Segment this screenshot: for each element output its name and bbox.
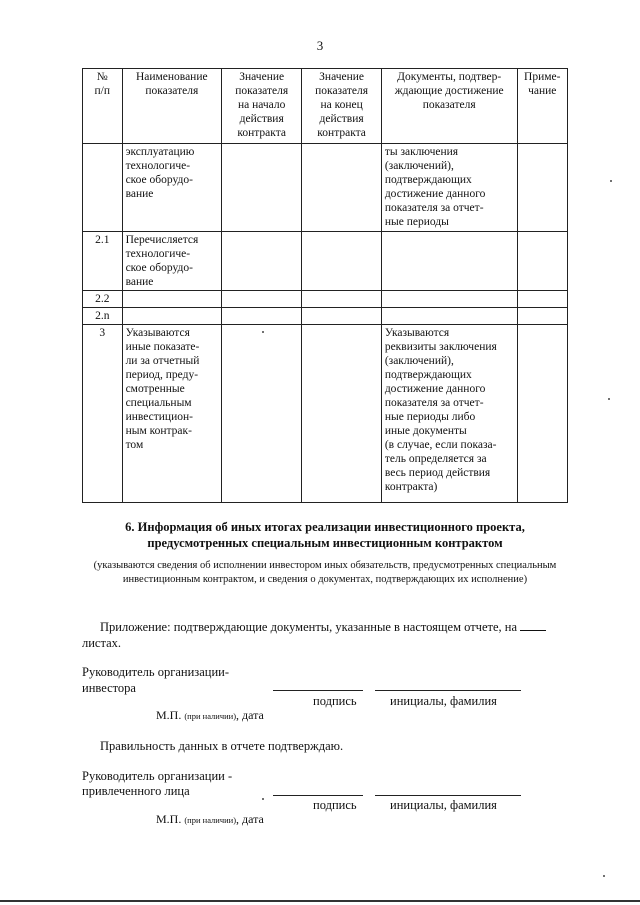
investor-stamp-prefix: М.П. (156, 708, 182, 722)
investor-signature-line (273, 690, 363, 691)
row-number: 2.1 (83, 232, 123, 291)
row-note (517, 232, 567, 291)
row-start-value (222, 308, 302, 325)
annex-text: Приложение: подтверждающие документы, указанные в настоящем отчете, на (100, 620, 518, 634)
table-row (83, 291, 568, 308)
scan-speck (608, 398, 610, 400)
row-documents (381, 291, 517, 308)
header-indicator-name: Наименование показателя (122, 69, 221, 144)
annex-suffix: листах. (82, 636, 122, 650)
confirmation-text: Правильность данных в отчете подтверждаю. (100, 739, 344, 753)
scan-bottom-edge (0, 900, 640, 902)
investor-signature-caption: подпись (313, 694, 357, 708)
attracted-signature-line (273, 795, 363, 796)
investor-name-caption: инициалы, фамилия (390, 694, 497, 708)
row-documents: Указываются реквизиты заключения (заключений), подтверждающих достижение данного показателя за отчет- ные периоды либо иные документы (в случае, если показа- тель определяется за весь период действия контракта) (381, 325, 517, 503)
header-end-value: Значение показателя на конец действия контракта (302, 69, 381, 144)
row-end-value (302, 232, 381, 291)
row-start-value (222, 232, 302, 291)
indicators-table (82, 68, 568, 503)
scan-speck (610, 180, 612, 182)
row-note (517, 144, 567, 232)
attracted-head-label-line2: привлеченного лица (82, 784, 190, 798)
row-start-value (222, 144, 302, 232)
header-start-value: Значение показателя на начало действия контракта (222, 69, 302, 144)
table-header-row (83, 69, 568, 144)
row-number: 2.n (83, 308, 123, 325)
investor-head-label-line1: Руководитель организации- (82, 665, 229, 679)
investor-name-line (375, 690, 521, 691)
attracted-stamp-date (156, 812, 264, 827)
table-row (83, 308, 568, 325)
annex-sheets-blank (520, 620, 546, 631)
row-start-value (222, 291, 302, 308)
row-note (517, 308, 567, 325)
attracted-name-line (375, 795, 521, 796)
attracted-name-caption: инициалы, фамилия (390, 798, 497, 812)
section-6-title (82, 519, 568, 551)
table-row (83, 325, 568, 503)
row-indicator-name (122, 308, 221, 325)
table-row (83, 144, 568, 232)
row-end-value (302, 291, 381, 308)
investor-stamp-date (156, 708, 264, 723)
row-number: 2.2 (83, 291, 123, 308)
row-end-value (302, 308, 381, 325)
investor-stamp-small: (при наличии) (184, 711, 237, 721)
row-indicator-name: эксплуатацию технологиче- ское оборудо- вание (122, 144, 221, 232)
scan-speck (603, 875, 605, 877)
row-documents: ты заключения (заключений), подтверждающих достижение данного показателя за отчет- ные периоды (381, 144, 517, 232)
row-indicator-name: Перечисляется технологиче- ское оборудо- вание (122, 232, 221, 291)
section-6-note: (указываются сведения об исполнении инвестором иных обязательств, предусмотренных специальным инвестиционным контрактом, и сведения о документах, подтверждающих их исполнение) (93, 560, 557, 585)
attracted-stamp-small: (при наличии) (184, 815, 237, 825)
scan-speck (262, 331, 264, 333)
annex-paragraph (82, 619, 572, 651)
row-note (517, 291, 567, 308)
row-number: 3 (83, 325, 123, 503)
investor-head-label-line2: инвестора (82, 681, 136, 695)
attracted-signature-caption: подпись (313, 798, 357, 812)
attracted-stamp-prefix: М.П. (156, 812, 182, 826)
row-end-value (302, 144, 381, 232)
page-number: 3 (316, 38, 324, 53)
row-indicator-name: Указываются иные показате- ли за отчетный период, преду- смотренные специальным инвестицион- ным контрак- том (122, 325, 221, 503)
section-6-title-line2: предусмотренных специальным инвестиционным контрактом (147, 536, 503, 550)
row-indicator-name (122, 291, 221, 308)
header-number: № п/п (83, 69, 123, 144)
row-end-value (302, 325, 381, 503)
row-documents (381, 232, 517, 291)
scan-speck (262, 798, 264, 800)
header-note: Приме- чание (517, 69, 567, 144)
row-note (517, 325, 567, 503)
investor-stamp-suffix: , дата (236, 708, 264, 722)
header-documents: Документы, подтвер- ждающие достижение показателя (381, 69, 517, 144)
row-documents (381, 308, 517, 325)
attracted-stamp-suffix: , дата (236, 812, 264, 826)
table-row (83, 232, 568, 291)
row-start-value (222, 325, 302, 503)
row-number (83, 144, 123, 232)
attracted-head-label-line1: Руководитель организации - (82, 769, 233, 783)
section-6-title-line1: 6. Информация об иных итогах реализации инвестиционного проекта, (125, 520, 525, 534)
